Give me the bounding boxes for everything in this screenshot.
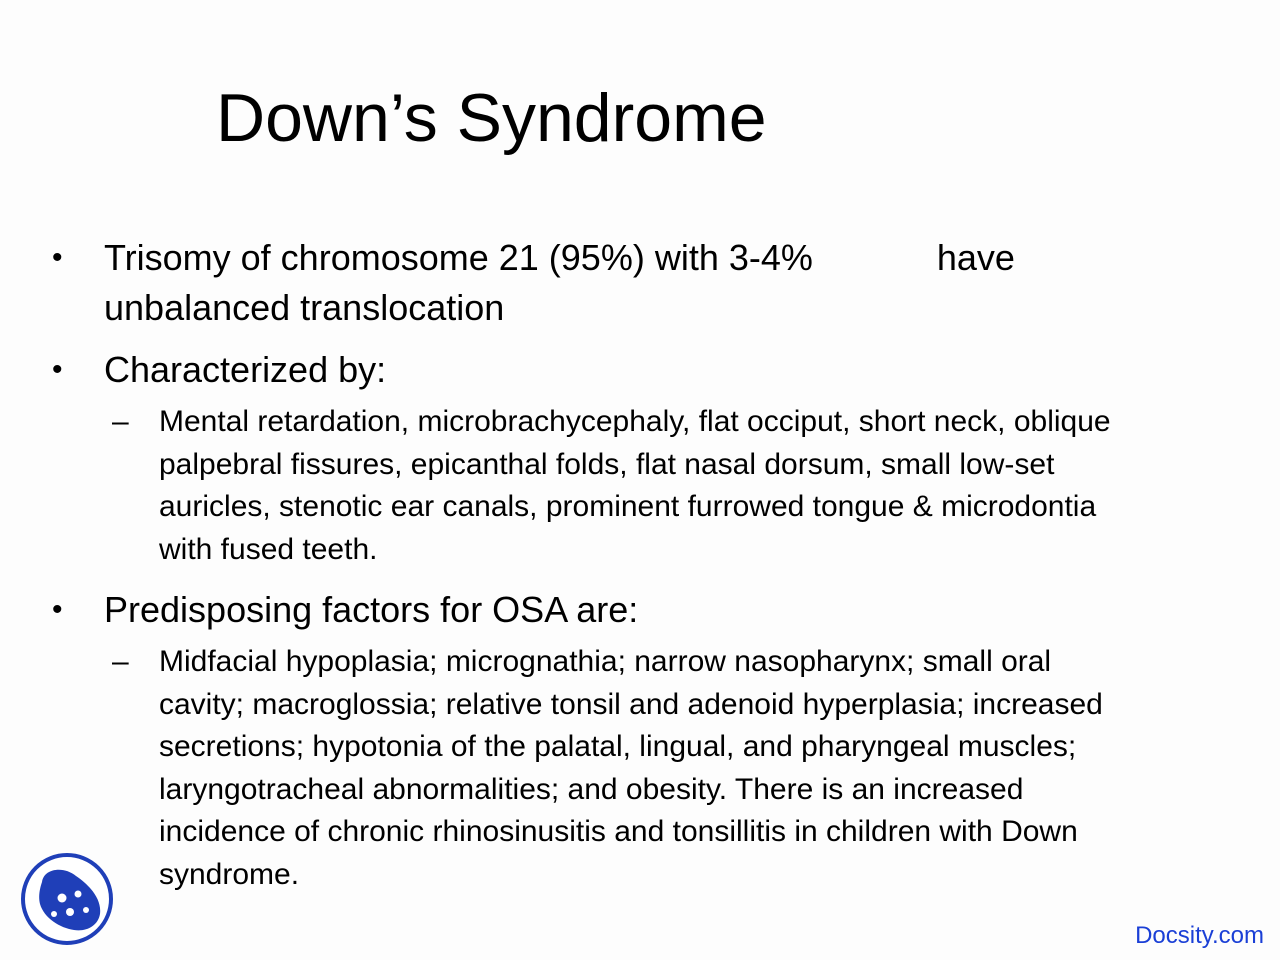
sub-bullet-line: with fused teeth. <box>159 532 378 566</box>
sub-bullet-osa-factors <box>52 641 1262 896</box>
sub-bullet-line: secretions; hypotonia of the palatal, lingual, and pharyngeal muscles; <box>159 730 1077 763</box>
sub-bullet-dash: – <box>112 405 129 438</box>
sub-bullet-dash: – <box>112 645 129 678</box>
bullet-text: Characterized by: <box>104 349 387 390</box>
docsity-watermark[interactable]: Docsity.com <box>1135 922 1264 949</box>
bullet-characterized <box>52 345 1262 571</box>
bullet-dot: • <box>52 593 63 626</box>
bullet-dot: • <box>52 353 63 386</box>
sub-bullet-line: auricles, stenotic ear canals, prominent furrowed tongue & microdontia <box>159 490 1097 523</box>
bullet-text: Trisomy of chromosome 21 (95%) with 3-4% <box>104 237 813 278</box>
bullet-trisomy <box>52 233 1262 333</box>
sub-bullet-line: cavity; macroglossia; relative tonsil and adenoid hyperplasia; increased <box>159 687 1103 721</box>
sub-bullet-line: Mental retardation, microbrachycephaly, flat occiput, short neck, oblique <box>159 405 1111 438</box>
sub-bullet-line: syndrome. <box>159 857 300 891</box>
docsity-logo-icon <box>20 852 114 946</box>
sub-bullet-line: Midfacial hypoplasia; micrognathia; narrow nasopharynx; small oral <box>159 645 1052 678</box>
bullet-text: Predisposing factors for OSA are: <box>104 589 639 630</box>
sub-bullet-line: laryngotracheal abnormalities; and obesity. There is an increased <box>159 772 1024 806</box>
sub-bullet-line: incidence of chronic rhinosinusitis and tonsillitis in children with Down <box>159 815 1078 848</box>
sub-bullet-features <box>52 401 1262 571</box>
bullet-text: have <box>936 237 1015 278</box>
sub-bullet-line: palpebral fissures, epicanthal folds, flat nasal dorsum, small low-set <box>159 447 1055 481</box>
bullet-dot: • <box>52 241 63 274</box>
bullet-predisposing <box>52 585 1262 896</box>
bullet-text: unbalanced translocation <box>104 287 505 328</box>
slide-title: Down’s Syndrome <box>216 80 767 156</box>
